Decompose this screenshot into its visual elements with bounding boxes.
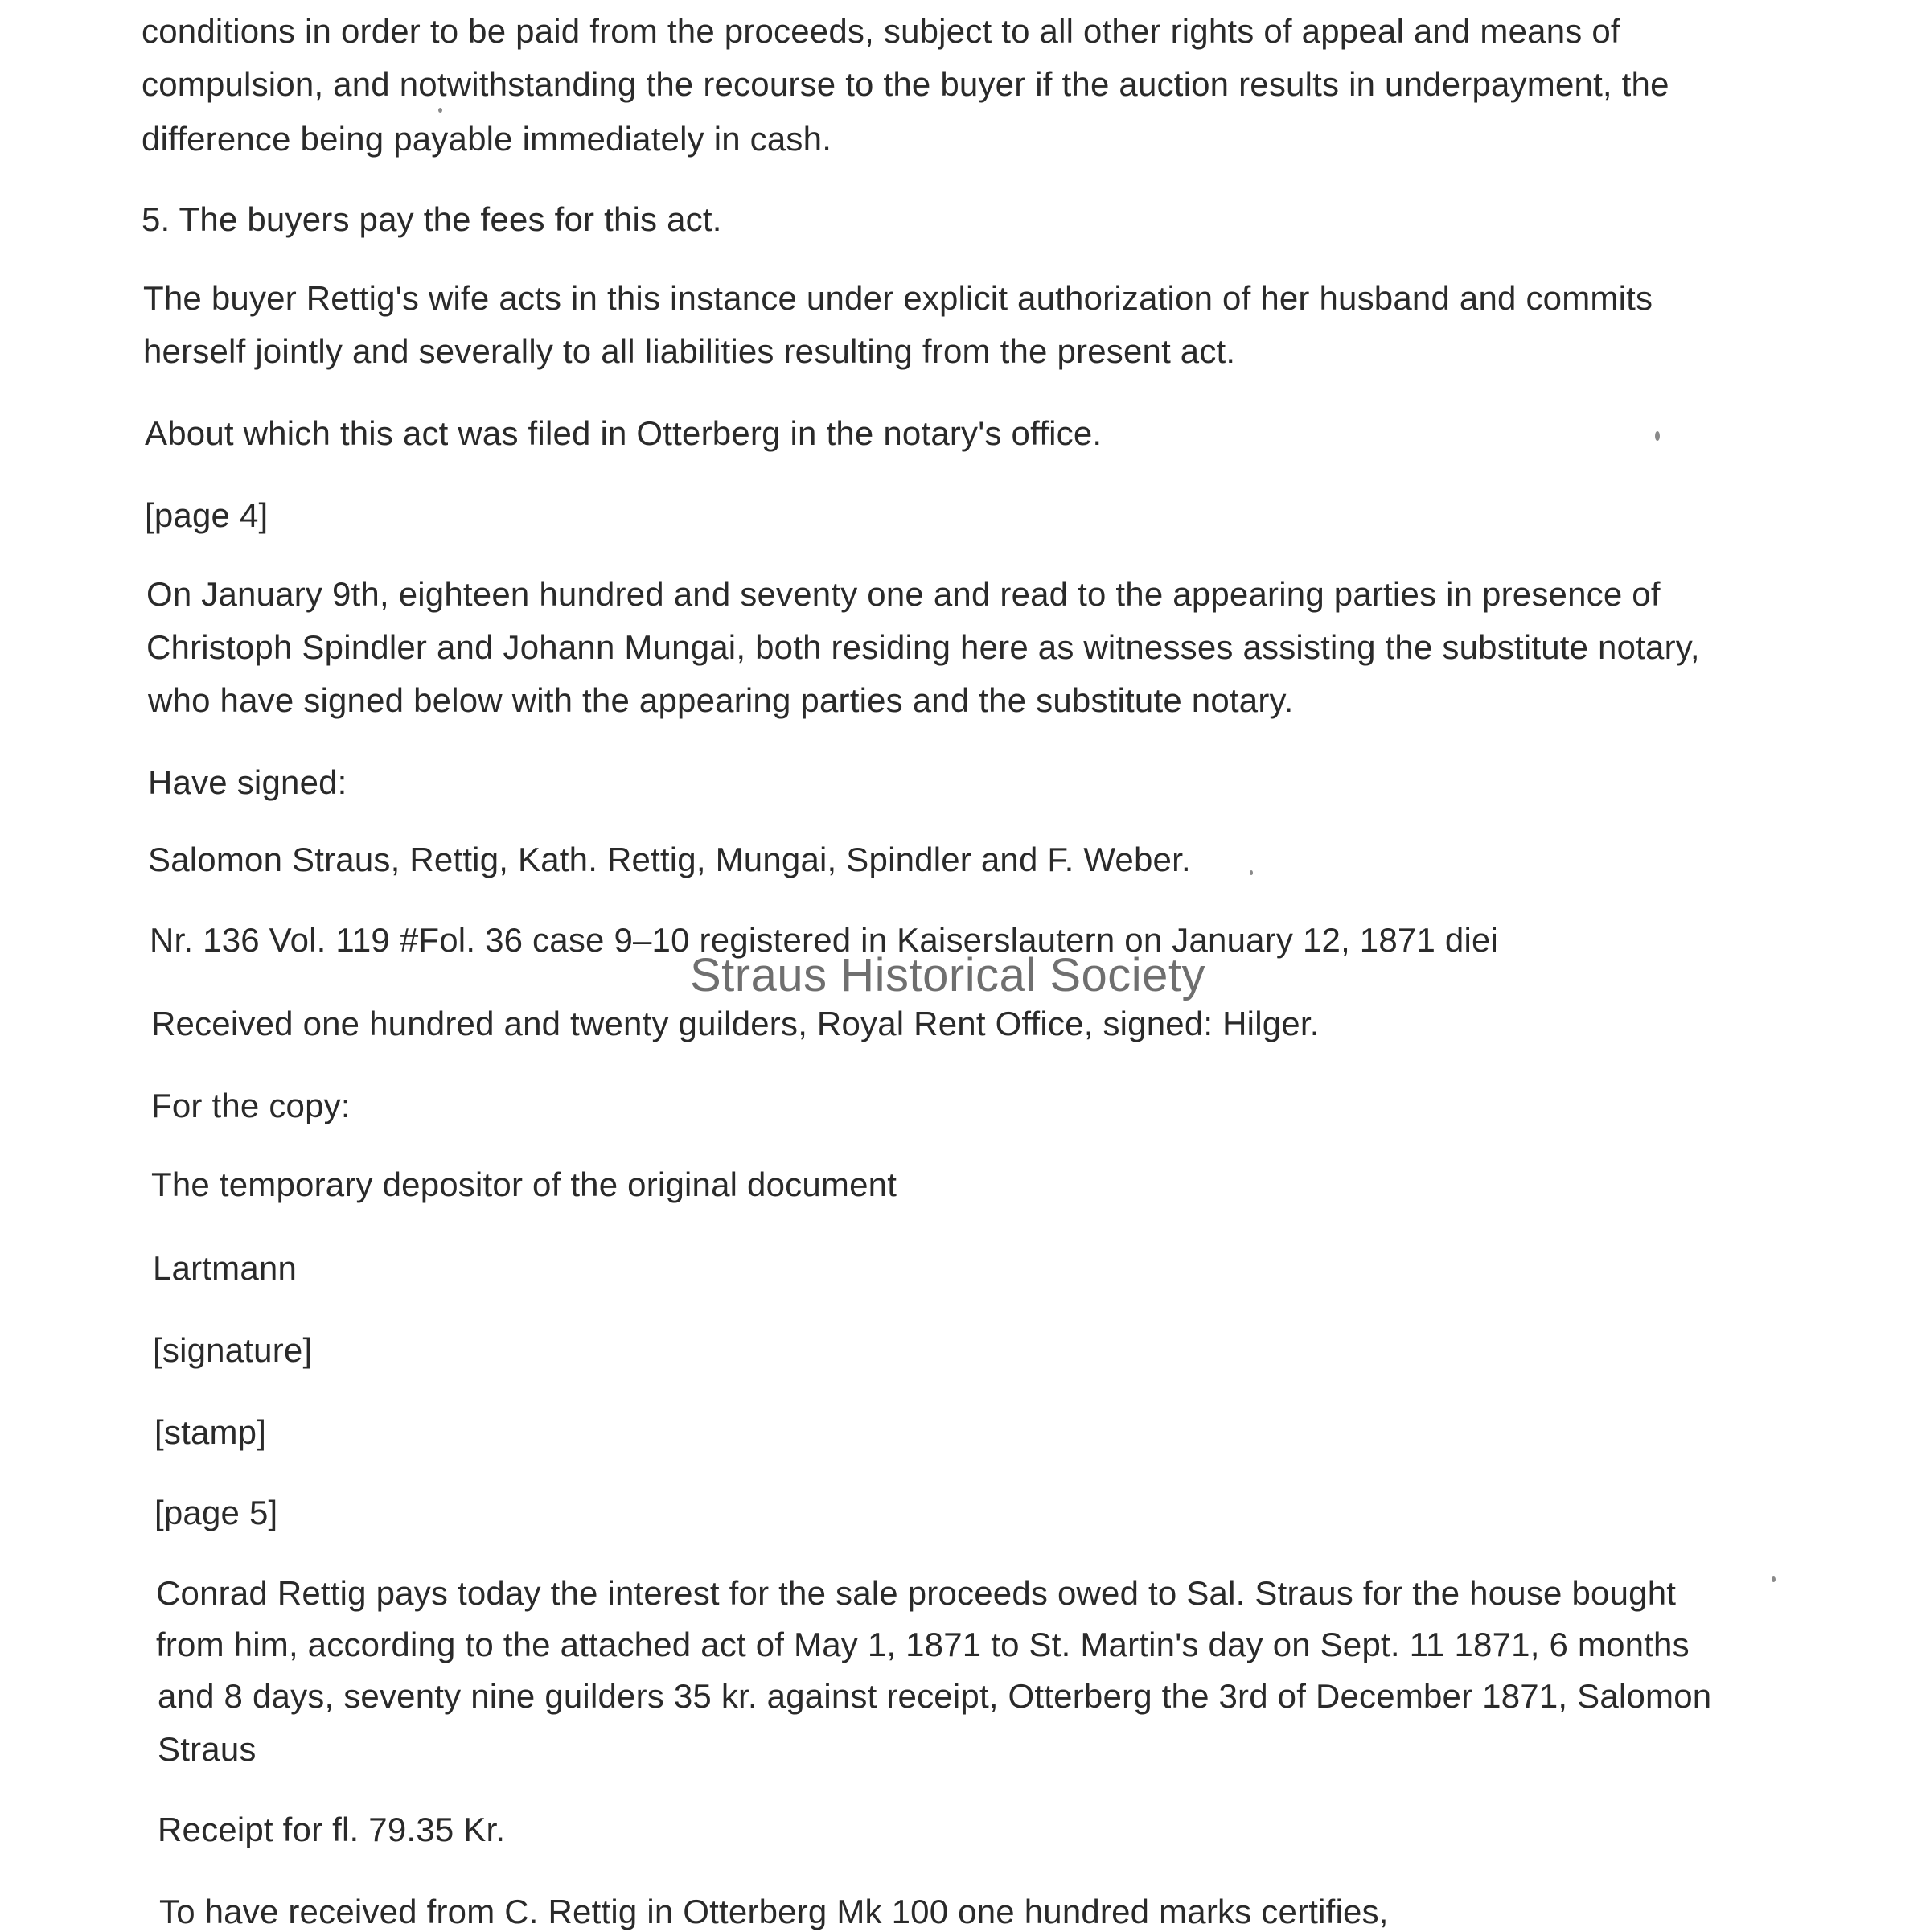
text-line: Received one hundred and twenty guilders, Royal Rent Office, signed: Hilger. [151,1005,1320,1042]
text-line: who have signed below with the appearing parties and the substitute notary. [148,681,1294,719]
signatories-line: Salomon Straus, Rettig, Kath. Rettig, Mungai, Spindler and F. Weber. [148,841,1191,878]
text-line: Lartmann [153,1249,298,1287]
text-line: About which this act was filed in Otterberg in the notary's office. [145,414,1103,452]
signature-placeholder: [signature] [153,1331,313,1369]
text-line: 5. The buyers pay the fees for this act. [142,200,722,238]
text-line: conditions in order to be paid from the proceeds, subject to all other rights of appeal and means of [142,12,1620,50]
stamp-placeholder: [stamp] [154,1413,267,1451]
text-line: Conrad Rettig pays today the interest for the sale proceeds owed to Sal. Straus for the house bought [156,1574,1677,1612]
text-line: Have signed: [148,763,347,801]
text-line: and 8 days, seventy nine guilders 35 kr. against receipt, Otterberg the 3rd of December 1871, Salomon [158,1677,1712,1715]
text-line: from him, according to the attached act of May 1, 1871 to St. Martin's day on Sept. 11 1871, 6 months [156,1626,1690,1663]
text-line: Christoph Spindler and Johann Mungai, both residing here as witnesses assisting the substitute notary, [146,628,1700,666]
registration-line: Nr. 136 Vol. 119 #Fol. 36 case 9–10 registered in Kaiserslautern on January 12, 1871 diei [150,921,1499,959]
text-line: To have received from C. Rettig in Otterberg Mk 100 one hundred marks certifies, [159,1893,1389,1930]
text-line: On January 9th, eighteen hundred and seventy one and read to the appearing parties in presence of [146,575,1661,613]
scan-speck [438,108,442,113]
text-line: The buyer Rettig's wife acts in this instance under explicit authorization of her husband and commits [143,279,1653,317]
scan-speck [1250,870,1253,875]
text-line: difference being payable immediately in cash. [142,120,832,158]
text-line: compulsion, and notwithstanding the recourse to the buyer if the auction results in underpayment, the [142,65,1669,103]
text-line: Receipt for fl. 79.35 Kr. [158,1811,506,1848]
scan-speck [1655,431,1660,441]
text-line: herself jointly and severally to all liabilities resulting from the present act. [143,332,1236,370]
text-line: For the copy: [151,1087,351,1124]
page-marker: [page 4] [145,496,269,534]
scan-speck [1772,1576,1776,1582]
watermark: Straus Historical Society [690,949,1206,1001]
text-line: The temporary depositor of the original document [151,1165,897,1203]
text-line: Straus [158,1730,257,1768]
page-marker: [page 5] [154,1494,278,1531]
